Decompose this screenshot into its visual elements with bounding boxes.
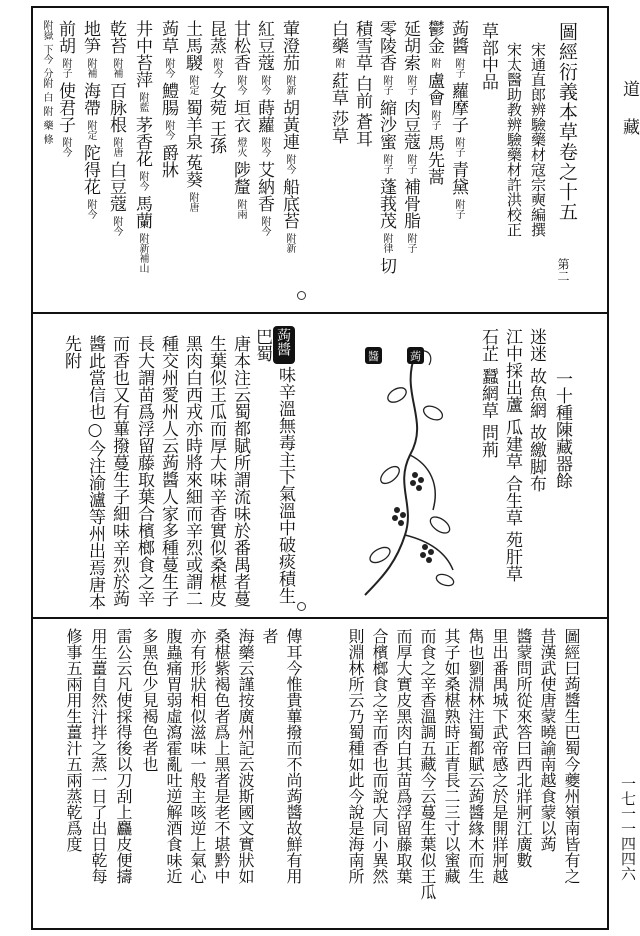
toc-token: 茅香花 — [132, 116, 152, 167]
toc-token: 附今 — [259, 216, 270, 236]
body-line: 亦有形狀相似滋味一般主咳逆上氣心 — [188, 628, 207, 884]
toc-token: 附今 — [284, 154, 295, 174]
toc-token: 葒草 — [328, 72, 348, 106]
panel-divider-bottom — [31, 617, 607, 619]
body-line: 先附 — [61, 335, 81, 369]
appendix-entry-3: 石芷 蠶網草 問荊 — [478, 328, 498, 458]
toc-token: 附子 — [60, 58, 71, 78]
toc-token: 垣衣 — [230, 99, 250, 133]
toc-column — [401, 20, 418, 257]
body-line: 圖經曰蒟醬生巴蜀今夔州嶺南皆有之 — [562, 628, 581, 884]
body-line: 昔漢武使唐蒙曉諭南越食蒙以蒟 — [538, 628, 557, 852]
body-line: 雋也劉淵林注蜀都賦云蒟醬緣木而生 — [466, 628, 485, 884]
toc-column — [255, 20, 272, 240]
toc-token: 馬蘭 — [132, 195, 152, 229]
fold-mark-bottom — [297, 602, 306, 611]
toc-token: 附今 — [259, 75, 270, 95]
body-line: 黑肉白西戎亦時將來細而辛烈或謂二 — [182, 335, 202, 607]
toc-column — [56, 20, 73, 161]
appendix-heading: 一十種陳藏器餘 — [552, 370, 572, 489]
toc-token: 船底苔 — [279, 178, 299, 229]
toc-token: 附子 — [381, 75, 392, 95]
toc-token: 地笋 — [80, 20, 100, 54]
toc-token: 附今 — [137, 171, 148, 191]
toc-token: 蜀羊泉 — [182, 99, 202, 150]
body-line: 而香也又有蓽撥蔓生子細味辛烈於蒟 — [109, 335, 129, 607]
toc-token: 盧會 — [424, 72, 444, 106]
toc-token: 井中苔萍 — [132, 20, 152, 88]
toc-token: 百脉根 — [106, 82, 126, 133]
toc-token: 白豆蔻 — [106, 161, 126, 212]
toc-token: 乾苔 — [106, 20, 126, 54]
volume-title: 圖經衍義本草卷之十五 — [556, 22, 578, 222]
toc-token: 蒼耳 — [352, 113, 372, 147]
toc-token: 零陵香 — [376, 20, 396, 71]
toc-token: 附今 — [163, 120, 174, 140]
toc-token: 白藥 — [328, 20, 348, 54]
toc-token: 海帶 — [80, 82, 100, 116]
toc-token: 切 — [376, 257, 396, 274]
toc-token: 下今 — [41, 44, 52, 64]
toc-token: 附藍 — [137, 92, 148, 112]
body-line: 而食之辛香溫調五藏今云蔓生葉似王瓜 — [418, 628, 437, 900]
toc-token: 附今 — [60, 137, 71, 157]
toc-token: 附新補山 — [137, 233, 148, 273]
body-line: 者 — [260, 628, 279, 644]
toc-token: 附嶽 — [41, 20, 52, 40]
toc-column — [183, 20, 200, 216]
fold-mark-top — [297, 291, 306, 300]
toc-token: 白 — [41, 92, 52, 102]
body-line: 海藥云謹按廣州記云波斯國文實狀如 — [236, 628, 255, 884]
toc-column — [353, 20, 370, 151]
toc-token: 積雪草 — [352, 20, 372, 71]
toc-token: 附新 — [284, 233, 295, 253]
toc-token: 蘿摩子 — [448, 82, 468, 133]
body-line: 傳耳今惟貴蓽撥而不尚蒟醬故鮮有用 — [284, 628, 303, 884]
toc-column — [207, 20, 224, 158]
toc-token: 附今 — [85, 199, 96, 219]
toc-token: 延胡索 — [400, 20, 420, 71]
toc-token: 分附 — [41, 68, 52, 88]
toc-token: 附子 — [429, 110, 440, 130]
toc-token: 蒟草 — [158, 20, 178, 54]
toc-token: 條 — [41, 134, 52, 144]
plant-illustration — [345, 325, 465, 610]
appendix-entry-2: 江中採出蘆 瓜建草 合生草 苑肝草 — [502, 328, 522, 583]
author-line-2: 宋太醫助教辨驗藥材許洪校正 — [505, 42, 523, 237]
body-line: 用生薑自然汁拌之蒸一日了出日乾每 — [89, 628, 108, 884]
toc-token: 使君子 — [55, 82, 75, 133]
body-line: 醬此當信也○今注渝瀘等州出焉唐本 — [85, 335, 105, 610]
body-line: 里出番禺城下武帝感之於是開牂牁越 — [490, 628, 509, 884]
vine-drawing — [345, 325, 465, 610]
toc-token: 附定 — [85, 120, 96, 140]
toc-token: 附定 — [187, 75, 198, 95]
toc-token: 縮沙蜜 — [376, 99, 396, 150]
toc-token: 附子 — [381, 154, 392, 174]
appendix-entry-1: 迷迷 故魚網 故繳脚布 — [526, 328, 546, 492]
toc-token: 肉豆蔻 — [400, 99, 420, 150]
author-line-1: 宋通直郎辨驗藥材寇宗奭編撰 — [529, 42, 547, 237]
toc-column — [40, 20, 52, 148]
toc-token: 附 — [429, 58, 440, 68]
toc-token: 昆蒸 — [206, 20, 226, 54]
toc-token: 藥 — [41, 120, 52, 130]
body-line: 其子如桑椹熟時正青長二三寸以蜜藏 — [442, 628, 461, 884]
toc-column — [280, 20, 297, 257]
toc-token: 陀得花 — [80, 144, 100, 195]
body-line: 而厚大實皮黑肉白其苗爲浮留藤取葉 — [394, 628, 413, 884]
seal-icon: 醬 — [365, 347, 382, 364]
toc-token: 鬱金 — [424, 20, 444, 54]
toc-token: 女菀 — [206, 82, 226, 116]
toc-token: 艾納香 — [254, 161, 274, 212]
toc-token: 附補 — [111, 58, 122, 78]
toc-token: 甘松香 — [230, 20, 250, 71]
toc-token: 土馬騣 — [182, 20, 202, 71]
toc-token: 鱧腸 — [158, 82, 178, 116]
toc-column — [329, 20, 346, 148]
toc-token: 附子 — [405, 154, 416, 174]
toc-token: 附今 — [111, 216, 122, 236]
toc-token: 燈火 — [235, 137, 246, 157]
library-name: 道 — [619, 80, 639, 97]
seal-icon: 蒟 — [407, 347, 424, 364]
body-line: 醬蒙問所從來答曰西北牂牁江廣數 — [514, 628, 533, 868]
section-heading: 草部中品 — [478, 22, 498, 90]
toc-column — [159, 20, 176, 182]
toc-token: 附今 — [235, 75, 246, 95]
toc-token: 爵牀 — [158, 144, 178, 178]
toc-token: 附子 — [453, 58, 464, 78]
toc-column — [425, 20, 442, 189]
toc-token: 附今 — [211, 58, 222, 78]
body-line: 腹蟲痛胃弱虛瀉霍亂吐逆解酒食味近 — [164, 628, 183, 884]
toc-column — [133, 20, 150, 277]
toc-token: 附 — [41, 106, 52, 116]
toc-token: 附子 — [453, 199, 464, 219]
body-line: 雷公云凡使採得後以刀刮上麤皮便擣 — [114, 628, 133, 884]
body-line: 桑椹紫褐色者爲上黑者是老不堪黔中 — [212, 628, 231, 884]
toc-token: 王孫 — [206, 120, 226, 154]
toc-token: 蒟醬 — [448, 20, 468, 54]
toc-token: 前胡 — [55, 20, 75, 54]
toc-token: 附子 — [453, 137, 464, 157]
toc-token: 附補 — [85, 58, 96, 78]
body-line: 多黑色少見褐色者也 — [140, 628, 159, 772]
toc-token: 附今 — [259, 137, 270, 157]
toc-token: 附今 — [163, 58, 174, 78]
body-line: 味辛溫無毒主下氣溫中破痰積生 — [275, 366, 295, 604]
toc-column — [231, 20, 248, 223]
toc-token: 青黛 — [448, 161, 468, 195]
toc-token: 補骨脂 — [400, 178, 420, 229]
toc-token: 附唐 — [187, 192, 198, 212]
toc-token: 附新 — [284, 75, 295, 95]
toc-column — [449, 20, 466, 223]
toc-token: 馬先蒿 — [424, 134, 444, 185]
toc-token: 附律 — [381, 233, 392, 253]
body-line: 種交州愛州人云蒟醬人家多種蔓生子 — [158, 335, 178, 607]
body-line: 合檳榔食之辛而香也而說大同小異然 — [370, 628, 389, 884]
toc-token: 蓬莪茂 — [376, 178, 396, 229]
collection-name: 藏 — [619, 118, 639, 135]
body-line: 生葉似王瓜而厚大味辛香實似桑椹皮 — [206, 335, 226, 607]
toc-column — [107, 20, 124, 240]
entry-title: 蒟醬 — [275, 328, 291, 356]
body-line: 則淵林所云乃蜀種如此今說是海南所 — [346, 628, 365, 884]
toc-token: 葷澄茄 — [279, 20, 299, 71]
body-line: 修事五兩用生薑汁五兩蒸乾爲度 — [64, 628, 83, 852]
toc-token: 紅豆蔻 — [254, 20, 274, 71]
toc-token: 附唐 — [111, 137, 122, 157]
panel-divider-top — [31, 312, 607, 314]
toc-token: 胡黃連 — [279, 99, 299, 150]
volume-mark: 第二 — [556, 258, 570, 282]
body-line: 長大謂苗爲浮留藤取葉合檳榔食之辛 — [134, 335, 154, 607]
toc-token: 附子 — [405, 233, 416, 253]
toc-token: 陟釐 — [230, 161, 250, 195]
toc-column — [377, 20, 394, 278]
toc-token: 白前 — [352, 75, 372, 109]
body-line: 唐本注云蜀都賦所謂流味於番禺者蔓 — [230, 335, 250, 607]
page-number: 一七一一四四六 — [619, 776, 637, 881]
toc-column — [81, 20, 98, 223]
toc-token: 附子 — [405, 75, 416, 95]
toc-token: 附 — [333, 58, 344, 68]
body-line: 巴蜀 — [252, 328, 272, 362]
toc-token: 莎草 — [328, 110, 348, 144]
toc-token: 附兩 — [235, 199, 246, 219]
toc-token: 菟葵 — [182, 154, 202, 188]
toc-token: 蒔蘿 — [254, 99, 274, 133]
